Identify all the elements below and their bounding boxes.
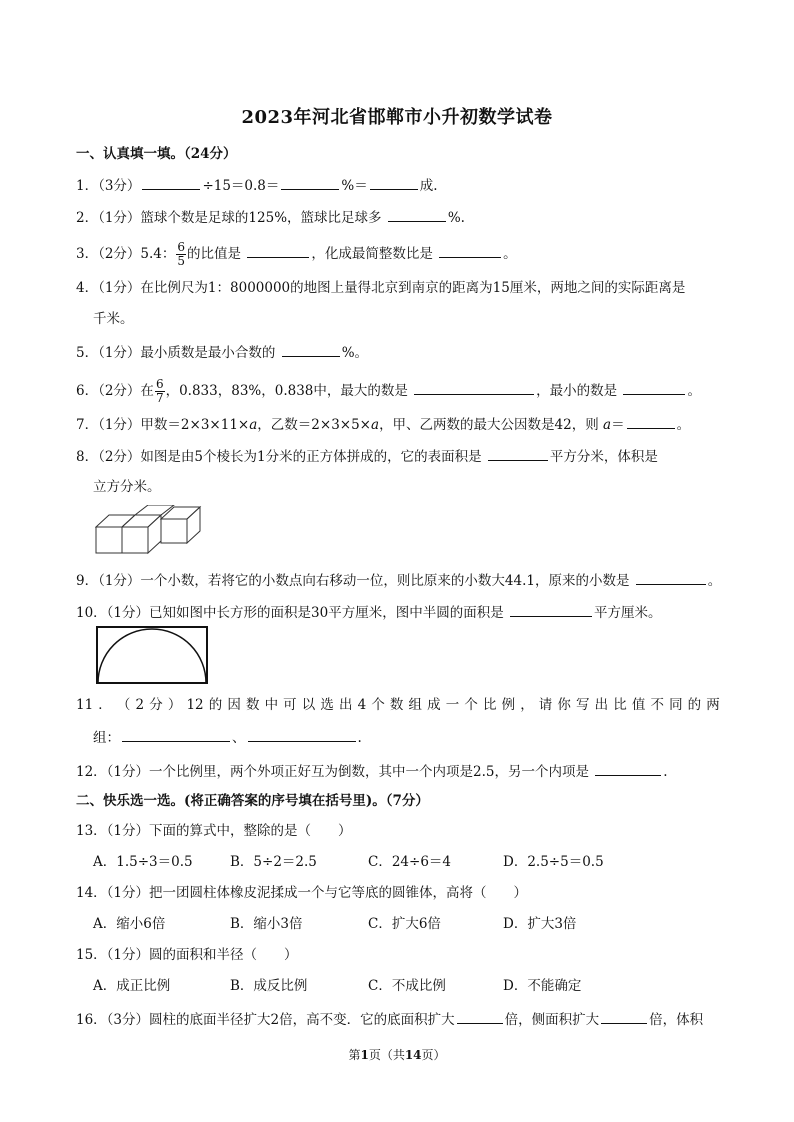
answer-blank[interactable] [636, 570, 706, 585]
question-11-token: ． [98, 697, 112, 713]
question-11-token: 的 [208, 697, 223, 713]
question-11-token: ， [520, 697, 534, 713]
question-11-continued: 组： 、 . [93, 727, 362, 748]
option-c[interactable]: C．24÷6＝4 [368, 854, 451, 870]
question-7: 7．（1分）甲数＝2×3×11×a，乙数＝2×3×5×a，甲、乙两数的最大公因数是42，则 a＝ 。 [76, 414, 690, 435]
answer-blank[interactable] [414, 380, 534, 395]
question-15: 15．（1分）圆的面积和半径（ ） [76, 947, 298, 963]
question-11-token: 值 [631, 697, 646, 713]
semicircle-rectangle-figure [96, 626, 208, 686]
question-2: 2．（1分）篮球个数是足球的125%，篮球比足球多 %. [76, 207, 465, 228]
answer-blank[interactable] [247, 243, 309, 258]
question-16: 16．（3分）圆柱的底面半径扩大2倍，高不变．它的底面积扩大 倍，侧面积扩大 倍，体积 [76, 1009, 703, 1030]
question-3: 3．（2分）5.4： $\frac{6}{5}$ 的比值是 ，化成最简整数比是 。 [76, 240, 517, 268]
question-11-token: 2 [135, 697, 145, 713]
question-11-token: 分 [149, 697, 163, 713]
option-d[interactable]: D．不能确定 [503, 978, 582, 994]
fraction: $\frac{6}{5}$ [177, 240, 186, 268]
question-11-token: 数 [389, 697, 404, 713]
question-11-token: 组 [408, 697, 423, 713]
page-title: 2023年河北省邯郸市小升初数学试卷 [241, 107, 553, 128]
option-c[interactable]: C．扩大6倍 [368, 916, 441, 932]
question-11-token: 成 [427, 697, 441, 713]
question-11-token: （ [116, 697, 131, 713]
answer-blank[interactable] [488, 446, 548, 461]
section-heading-1: 一、认真填一填。（24分） [76, 146, 237, 162]
question-11-token: 出 [594, 697, 609, 713]
question-4: 4．（1分）在比例尺为1：8000000的地图上量得北京到南京的距离为15厘米，两地之间的实际距离是 [76, 280, 686, 296]
option-d[interactable]: D．扩大3倍 [503, 916, 577, 932]
question-1: 1．（3分） ÷15＝0.8＝ %＝ 成. [76, 175, 438, 196]
question-14: 14．（1分）把一团圆柱体橡皮泥揉成一个与它等底的圆锥体，高将（ ） [76, 885, 528, 901]
question-11-token: 4 [357, 697, 367, 713]
question-11-token: 例 [501, 697, 516, 713]
question-13: 13．（1分）下面的算式中，整除的是（ ） [76, 823, 352, 839]
question-11-token: 11 [76, 697, 94, 713]
answer-blank[interactable] [627, 414, 675, 429]
question-11-token: 个 [464, 697, 478, 713]
question-11-token: 因 [227, 697, 241, 713]
question-11-token: 出 [339, 697, 353, 713]
option-a[interactable]: A．1.5÷3＝0.5 [93, 854, 193, 870]
option-a[interactable]: A．成正比例 [93, 978, 171, 994]
answer-blank[interactable] [282, 342, 340, 357]
question-11-token: 个 [371, 697, 385, 713]
option-c[interactable]: C．不成比例 [368, 978, 446, 994]
question-11-token: 不 [650, 697, 664, 713]
answer-blank[interactable] [370, 175, 418, 190]
answer-blank[interactable] [457, 1009, 503, 1024]
question-11-token: 两 [706, 697, 720, 713]
question-11 [76, 695, 720, 715]
question-11-token: ） [167, 697, 182, 713]
option-d[interactable]: D．2.5÷5＝0.5 [503, 854, 604, 870]
fraction: $\frac{6}{7}$ [155, 377, 164, 405]
answer-blank[interactable] [142, 175, 200, 190]
question-4-continued: 千米。 [93, 311, 134, 327]
question-11-token: 比 [613, 697, 627, 713]
question-6: 6．（2分）在 $\frac{6}{7}$ ，0.833，83%，0.838中，最大的数是 ，最小的数是 。 [76, 377, 701, 405]
answer-blank[interactable] [122, 727, 230, 742]
option-b[interactable]: B．缩小3倍 [230, 916, 303, 932]
option-a[interactable]: A．缩小6倍 [93, 916, 166, 932]
question-11-token: 可 [283, 697, 297, 713]
question-8-continued: 立方分米。 [93, 479, 161, 495]
answer-blank[interactable] [510, 602, 592, 617]
question-11-token: 中 [264, 697, 279, 713]
question-11-token: 你 [557, 697, 571, 713]
question-5: 5．（1分）最小质数是最小合数的 %。 [76, 342, 368, 363]
question-11-token: 同 [669, 697, 683, 713]
page-footer: 第1页（共14页） [348, 1048, 446, 1062]
section-heading-2: 二、快乐选一选。(将正确答案的序号填在括号里)。（7分） [76, 793, 429, 809]
question-12: 12．（1分）一个比例里，两个外项正好互为倒数，其中一个内项是2.5，另一个内项是 . [76, 761, 668, 782]
question-11-token: 写 [576, 697, 590, 713]
cubes-figure [95, 505, 215, 555]
question-11-token: 比 [482, 697, 497, 713]
answer-blank[interactable] [595, 761, 661, 776]
question-8: 8．（2分）如图是由5个棱长为1分米的正方体拼成的，它的表面积是 平方分米，体积是 [76, 446, 658, 467]
question-10: 10．（1分）已知如图中长方形的面积是30平方厘米，图中半圆的面积是 平方厘米。 [76, 602, 662, 623]
answer-blank[interactable] [388, 207, 446, 222]
answer-blank[interactable] [281, 175, 339, 190]
answer-blank[interactable] [439, 243, 501, 258]
answer-blank[interactable] [248, 727, 356, 742]
option-b[interactable]: B．成反比例 [230, 978, 308, 994]
question-9: 9．（1分）一个小数，若将它的小数点向右移动一位，则比原来的小数大44.1，原来的小数是 。 [76, 570, 721, 591]
question-11-token: 选 [320, 697, 334, 713]
question-11-token: 数 [245, 697, 260, 713]
question-11-token: 一 [445, 697, 460, 713]
option-b[interactable]: B．5÷2＝2.5 [230, 854, 317, 870]
question-11-token: 请 [538, 697, 553, 713]
question-11-token: 12 [186, 697, 204, 713]
question-11-token: 以 [301, 697, 316, 713]
answer-blank[interactable] [601, 1009, 647, 1024]
question-11-token: 的 [687, 697, 702, 713]
answer-blank[interactable] [623, 380, 685, 395]
